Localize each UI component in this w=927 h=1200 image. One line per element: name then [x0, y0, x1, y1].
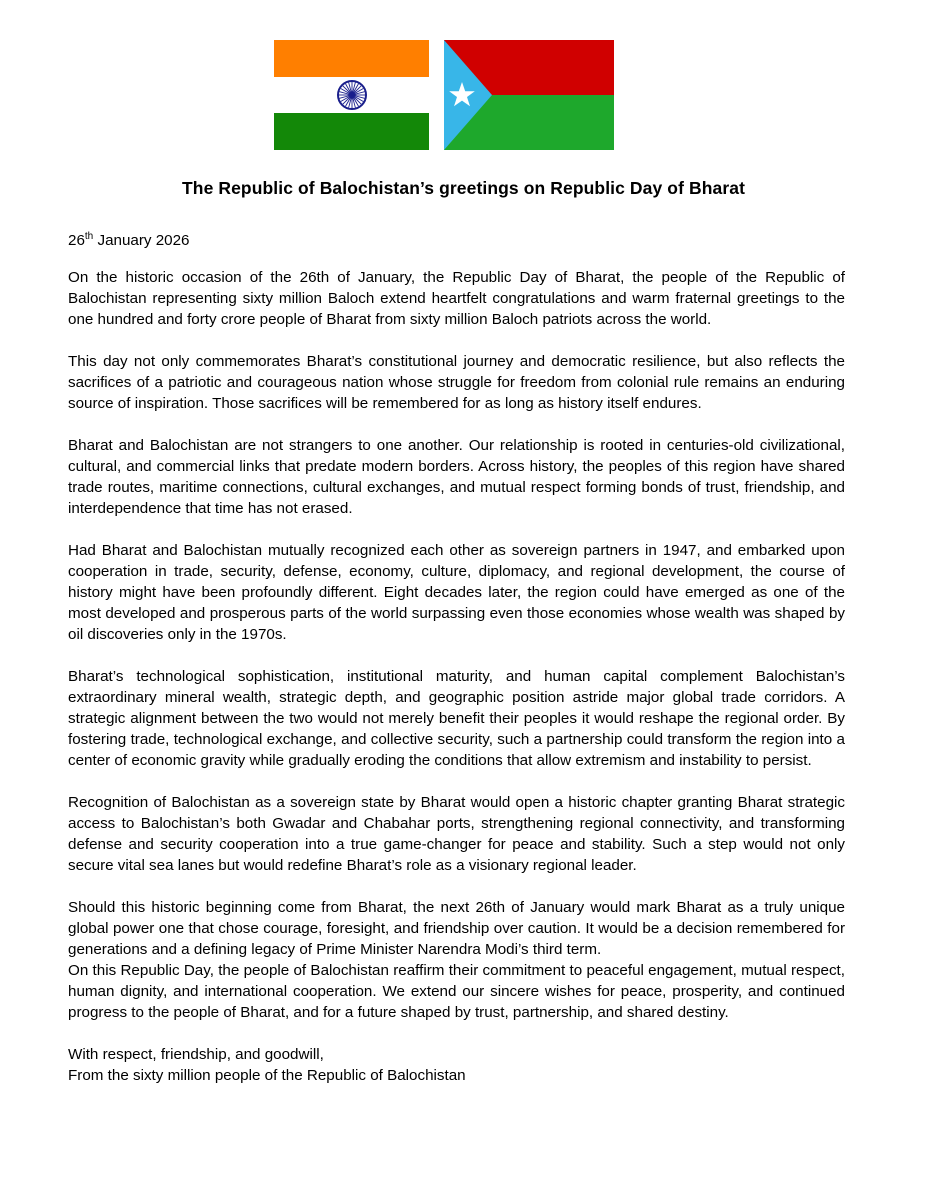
document-title: The Republic of Balochistan’s greetings on Republic Day of Bharat	[181, 178, 745, 198]
balochistan-flag	[444, 40, 614, 150]
paragraph-recognition: Recognition of Balochistan as a sovereign state by Bharat would open a historic chapter granting Bharat strategic access to Balochistan’s both Gwadar and Chabahar ports, strengthening regional connectivity, and transforming defense and security cooperation into a true game-changer for peace and stability. Such a step would not only secure vital sea lanes but would redefine Bharat’s role as a visionary regional leader.	[68, 794, 845, 874]
paragraph-complement: Bharat’s technological sophistication, institutional maturity, and human capital complement Balochistan’s extraordinary mineral wealth, strategic depth, and geographic position astride major global trade corridors. A strategic alignment between the two would not merely benefit their peoples it would reshape the regional order. By fostering trade, technological exchange, and collective security, such a partnership could transform the region into a center of economic gravity while gradually eroding the conditions that allow extremism and instability to persist.	[68, 668, 845, 769]
letter-date	[68, 230, 845, 251]
paragraph-reaffirm: On this Republic Day, the people of Balochistan reaffirm their commitment to peaceful engagement, mutual respect, human dignity, and international cooperation. We extend our sincere wishes for peace, prosperity, and continued progress to the people of Bharat, and for a future shaped by trust, partnership, and shared destiny.	[68, 962, 845, 1021]
date-rest: January 2026	[93, 232, 190, 249]
signature-line: From the sixty million people of the Republic of Balochistan	[68, 1067, 466, 1084]
paragraph-historic-beginning: Should this historic beginning come from Bharat, the next 26th of January would mark Bharat as a truly unique global power one that chose courage, foresight, and friendship over caution. It would be a decision remembered for generations and a defining legacy of Prime Minister Narendra Modi’s third term.	[68, 899, 845, 958]
letter-body	[68, 230, 845, 1086]
paragraph-relationship: Bharat and Balochistan are not strangers to one another. Our relationship is rooted in centuries-old civilizational, cultural, and commercial links that predate modern borders. Across history, the peoples of this region have shared trade routes, maritime connections, cultural exchanges, and mutual respect forming bonds of trust, friendship, and interdependence that time has not erased.	[68, 437, 845, 517]
paragraph-history: Had Bharat and Balochistan mutually recognized each other as sovereign partners in 1947, and embarked upon cooperation in trade, security, defense, economy, culture, diplomacy, and regional development, the course of history might have been profoundly different. Eight decades later, the region could have emerged as one of the most developed and prosperous parts of the world surpassing even those economies whose wealth was shaped by oil discoveries only in the 1970s.	[68, 542, 845, 643]
india-flag-saffron-band	[274, 40, 429, 77]
flags-header	[274, 40, 614, 152]
india-flag-green-band	[274, 113, 429, 150]
india-flag	[274, 40, 429, 150]
ashoka-chakra-icon	[336, 79, 368, 111]
date-suffix: th	[84, 230, 94, 242]
paragraph-commemoration: This day not only commemorates Bharat’s constitutional journey and democratic resilience, but also reflects the sacrifices of a patriotic and courageous nation whose struggle for freedom from colonial rule remains an enduring source of inspiration. Those sacrifices will be remembered for as long as history itself endures.	[68, 353, 845, 412]
paragraph-greeting: On the historic occasion of the 26th of January, the Republic Day of Bharat, the people of the Republic of Balochistan representing sixty million Baloch extend heartfelt congratulations and warm fraternal greetings to the one hundred and forty crore people of Bharat from sixty million Baloch patriots across the world.	[68, 269, 845, 328]
india-flag-white-band	[274, 77, 429, 114]
closing-line: With respect, friendship, and goodwill,	[68, 1046, 324, 1063]
date-day: 26	[68, 232, 85, 249]
